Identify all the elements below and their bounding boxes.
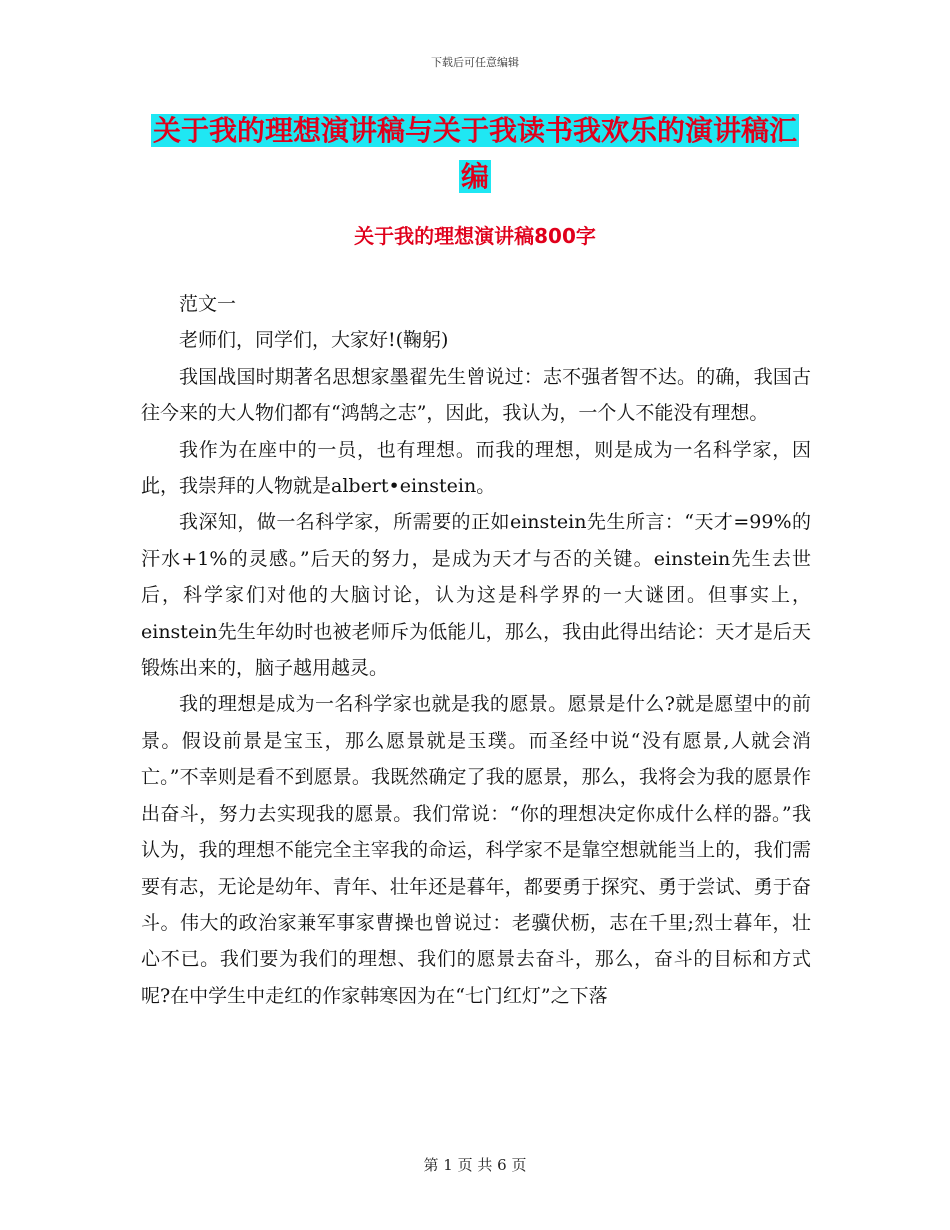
body-text xyxy=(141,286,811,1014)
paragraph: 我深知，做一名科学家，所需要的正如einstein先生所言：“天才=99%的汗水+1%的灵感。”后天的努力，是成为天才与否的关键。einstein先生去世后，科学家们对他的大脑讨论，认为这是科学界的一大谜团。但事实上，einstein先生年幼时也被老师斥为低能儿，那么，我由此得出结论：天才是后天锻炼出来的，脑子越用越灵。 xyxy=(141,511,811,680)
section-heading: 关于我的理想演讲稿800字 xyxy=(354,224,596,248)
document-title-line-2: 编 xyxy=(460,160,489,193)
paragraph: 范文一 xyxy=(179,293,237,315)
header-note: 下载后可任意编辑 xyxy=(431,56,519,69)
page-number: 第 1 页 共 6 页 xyxy=(423,1156,527,1174)
paragraph: 我的理想是成为一名科学家也就是我的愿景。愿景是什么?就是愿望中的前景。假设前景是宝玉，那么愿景就是玉璞。而圣经中说“没有愿景,人就会消亡。”不幸则是看不到愿景。我既然确定了我的愿景，那么，我将会为我的愿景作出奋斗，努力去实现我的愿景。我们常说：“你的理想决定你成什么样的器。”我认为，我的理想不能完全主宰我的命运，科学家不是靠空想就能当上的，我们需要有志，无论是幼年、青年、壮年还是暮年，都要勇于探究、勇于尝试、勇于奋斗。伟大的政治家兼军事家曹操也曾说过：老骥伏枥，志在千里;烈士暮年，壮心不已。我们要为我们的理想、我们的愿景去奋斗，那么，奋斗的目标和方式呢?在中学生中走红的作家韩寒因为在“七门红灯”之下落 xyxy=(141,693,811,1007)
paragraph: 我作为在座中的一员，也有理想。而我的理想，则是成为一名科学家，因此，我崇拜的人物就是albert•einstein。 xyxy=(141,438,811,498)
paragraph: 老师们，同学们，大家好!(鞠躬) xyxy=(179,329,449,352)
document-title-line-1: 关于我的理想演讲稿与关于我读书我欢乐的演讲稿汇 xyxy=(152,114,797,147)
document-title xyxy=(140,108,810,200)
paragraph: 我国战国时期著名思想家墨翟先生曾说过：志不强者智不达。的确，我国古往今来的大人物们都有“鸿鹄之志”，因此，我认为，一个人不能没有理想。 xyxy=(141,365,811,425)
